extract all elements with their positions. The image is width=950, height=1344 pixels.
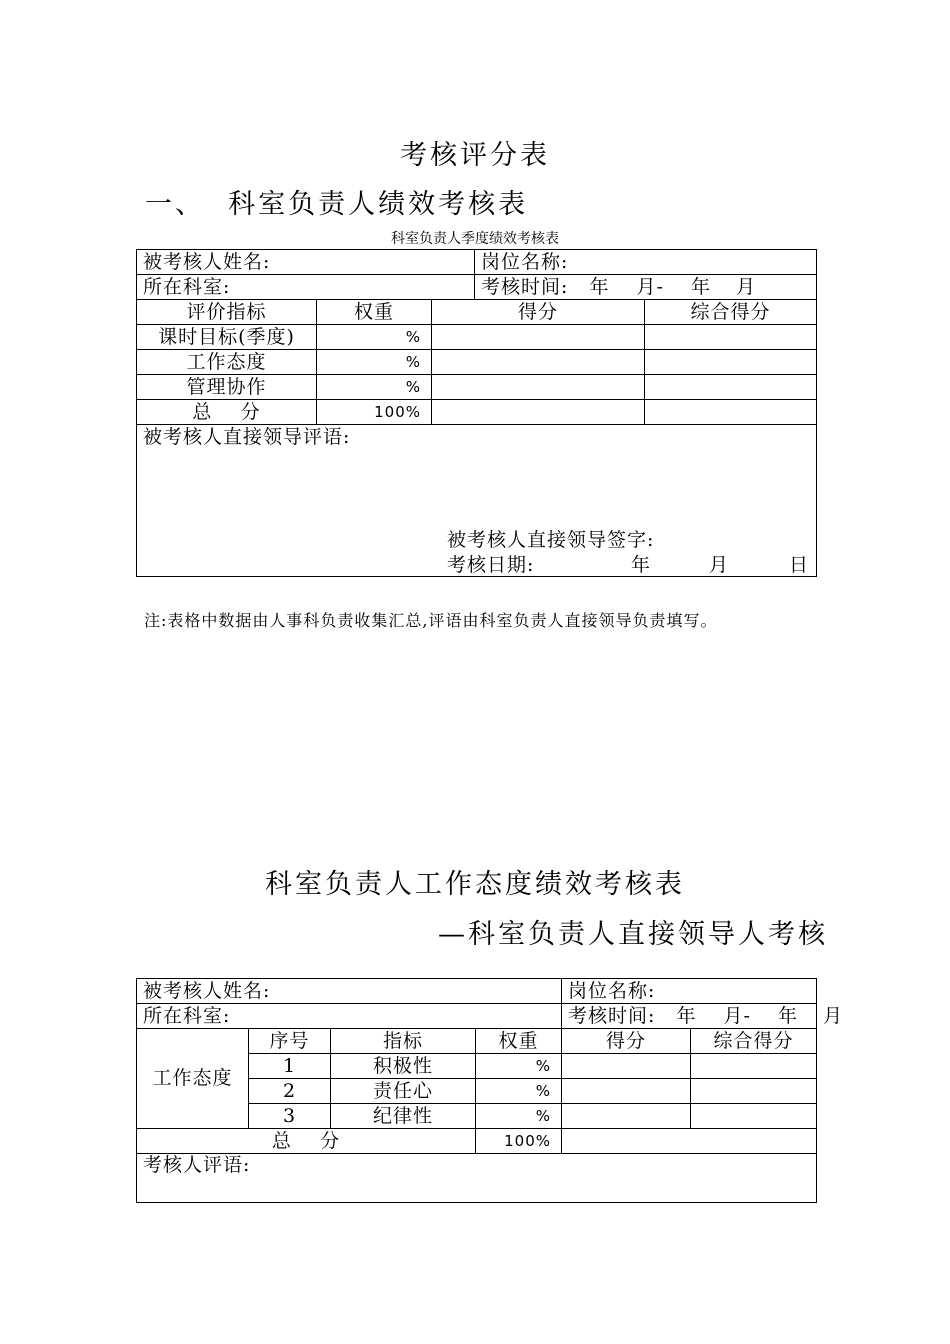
header-no: 序号 [249,1029,331,1054]
table-row [137,979,817,1004]
leader-comment-field[interactable] [137,425,817,577]
row-weight[interactable]: % [476,1054,562,1079]
row-indicator: 责任心 [331,1079,476,1104]
date-label: 考核日期: [447,554,535,576]
row-score[interactable] [562,1104,691,1129]
total-label: 总 分 [137,1129,476,1154]
row-indicator: 管理协作 [137,375,317,400]
dept-field[interactable] [137,275,475,300]
table-row [137,250,817,275]
period-label: 考核时间: [481,275,569,298]
header-indicator: 指标 [331,1029,476,1054]
appraisal-date-line [447,554,810,576]
row-total-score[interactable] [645,375,817,400]
date-year: 年 [631,554,652,576]
name-field[interactable] [137,250,475,275]
row-weight[interactable]: % [476,1104,562,1129]
table-note: 注:表格中数据由人事科负责收集汇总,评语由科室负责人直接领导负责填写。 [144,611,718,630]
page-title: 考核评分表 [400,140,550,171]
comment-row [137,1154,817,1203]
name-field[interactable] [137,979,562,1004]
row-weight[interactable]: % [476,1079,562,1104]
period-year-1: 年 [589,275,610,298]
period-month-1: 月- [723,1004,751,1027]
row-score[interactable] [432,350,645,375]
row-total-score[interactable] [645,350,817,375]
post-label: 岗位名称: [481,250,569,273]
row-score[interactable] [432,375,645,400]
comment-label: 考核人评语: [143,1154,251,1176]
comment-row [137,425,817,577]
period-field[interactable] [562,1004,844,1029]
post-field[interactable] [475,250,817,275]
row-no: 1 [249,1054,331,1079]
section-2-subtitle: —科室负责人直接领导人考核 [438,919,828,950]
table-total-row [137,400,817,425]
total-weight: 100% [476,1129,562,1154]
table-total-row [137,1129,817,1154]
table-row [137,1004,817,1029]
row-indicator: 积极性 [331,1054,476,1079]
header-total-score: 综合得分 [691,1029,817,1054]
table-1-caption: 科室负责人季度绩效考核表 [391,231,559,247]
quarterly-appraisal-table [136,249,817,577]
table-row [137,350,817,375]
header-score: 得分 [432,300,645,325]
table-header-row [137,1029,817,1054]
post-label: 岗位名称: [568,979,656,1002]
section-2-title: 科室负责人工作态度绩效考核表 [265,869,685,900]
period-month-2: 月 [736,275,757,298]
dept-label: 所在科室: [143,275,231,298]
total-label: 总 分 [137,400,317,425]
total-weight: 100% [317,400,432,425]
row-weight[interactable]: % [317,325,432,350]
row-no: 2 [249,1079,331,1104]
row-indicator: 纪律性 [331,1104,476,1129]
row-weight[interactable]: % [317,375,432,400]
row-indicator: 课时目标(季度) [137,325,317,350]
period-year-1: 年 [676,1004,697,1027]
name-label: 被考核人姓名: [143,250,271,273]
total-combined-score[interactable] [645,400,817,425]
period-year-2: 年 [691,275,712,298]
row-weight[interactable]: % [317,350,432,375]
comment-label: 被考核人直接领导评语: [143,426,351,448]
date-month: 月 [709,554,730,576]
period-month-1: 月- [636,275,664,298]
total-score[interactable] [562,1129,817,1154]
period-year-2: 年 [778,1004,799,1027]
dept-field[interactable] [137,1004,562,1029]
signature-label: 被考核人直接领导签字: [447,529,655,551]
dept-label: 所在科室: [143,1004,231,1027]
row-score[interactable] [562,1079,691,1104]
header-score: 得分 [562,1029,691,1054]
row-total-score[interactable] [691,1079,817,1104]
period-label: 考核时间: [568,1004,656,1027]
row-indicator: 工作态度 [137,350,317,375]
table-header-row [137,300,817,325]
row-total-score[interactable] [691,1104,817,1129]
date-day: 日 [789,554,810,576]
row-total-score[interactable] [691,1054,817,1079]
period-month-2: 月 [823,1004,844,1027]
period-field[interactable] [475,275,817,300]
table-row [137,325,817,350]
row-total-score[interactable] [645,325,817,350]
header-indicator: 评价指标 [137,300,317,325]
section-1-heading: 一、 科室负责人绩效考核表 [145,189,529,220]
header-weight: 权重 [317,300,432,325]
total-score[interactable] [432,400,645,425]
post-field[interactable] [562,979,817,1004]
row-score[interactable] [562,1054,691,1079]
header-weight: 权重 [476,1029,562,1054]
table-row [137,375,817,400]
name-label: 被考核人姓名: [143,979,271,1002]
header-total-score: 综合得分 [645,300,817,325]
attitude-appraisal-table [136,978,844,1203]
group-label: 工作态度 [137,1029,249,1129]
table-row [137,275,817,300]
row-no: 3 [249,1104,331,1129]
row-score[interactable] [432,325,645,350]
assessor-comment-field[interactable] [137,1154,817,1203]
